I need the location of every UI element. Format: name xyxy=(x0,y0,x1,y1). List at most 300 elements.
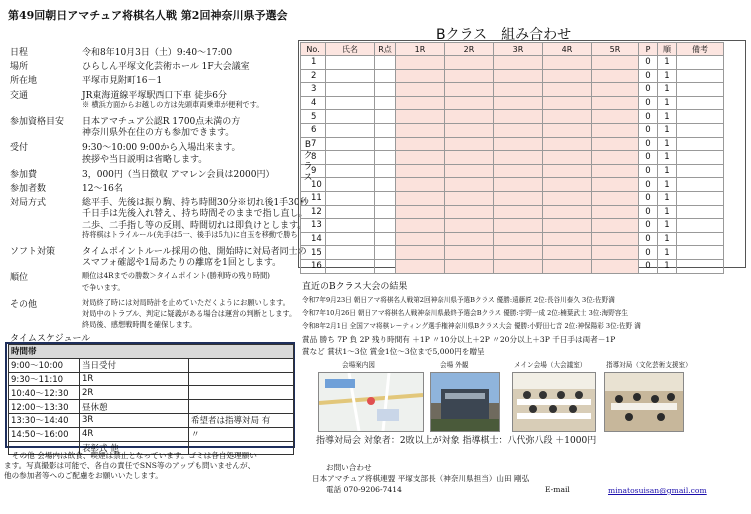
bracket-side-char: B xyxy=(304,140,312,150)
bracket-row xyxy=(301,219,724,233)
info-value: 神奈川県外在住の方も参加できます。 xyxy=(82,128,235,139)
bracket-points: 0 xyxy=(639,137,658,151)
bracket-row xyxy=(301,151,724,165)
bracket-no: 8 xyxy=(301,151,326,165)
info-value: 持将棋はトライルール(先手は5一、後手は5九)に自玉を移動で勝ち xyxy=(82,229,298,239)
bracket-result-cell xyxy=(592,219,639,233)
bracket-result-cell xyxy=(592,69,639,83)
schedule-note: 〃 xyxy=(189,427,294,441)
bracket-cell xyxy=(375,246,396,260)
schedule-event: 1R xyxy=(80,372,189,386)
bracket-points: 0 xyxy=(639,259,658,273)
bracket-cell xyxy=(677,123,724,137)
bracket-title: Bクラス 組み合わせ xyxy=(436,27,572,43)
bracket-no: 2 xyxy=(301,69,326,83)
bracket-cell xyxy=(677,164,724,178)
bracket-result-cell xyxy=(494,205,543,219)
building-photo-icon xyxy=(431,373,499,431)
info-label: 日程 xyxy=(10,48,29,58)
venue-map-image xyxy=(318,372,424,432)
bracket-result-cell xyxy=(543,178,592,192)
bracket-rank: 1 xyxy=(658,178,677,192)
bracket-rank: 1 xyxy=(658,259,677,273)
bracket-cell xyxy=(375,191,396,205)
bracket-rank: 1 xyxy=(658,205,677,219)
schedule-time: 13:30～14:40 xyxy=(9,413,80,427)
bracket-side-char: ラ xyxy=(303,162,313,172)
photo-caption: 会場案内図 xyxy=(342,361,375,369)
bracket-no: 15 xyxy=(301,246,326,260)
bracket-cell xyxy=(326,246,375,260)
bracket-row xyxy=(301,137,724,151)
result-line: 令和7年9月23日 朝日アマ将棋名人戦第2回神奈川県予選Bクラス 優勝:遠藤匠 2位:長谷川泰久 3位:佐野満 xyxy=(302,296,615,304)
bracket-no: 13 xyxy=(301,219,326,233)
footnote-line: ます。写真撮影は可能で、各自の責任でSNS等のアップも問いませんが、 xyxy=(4,461,256,470)
bracket-result-cell xyxy=(445,164,494,178)
bracket-result-cell xyxy=(445,205,494,219)
bracket-rank: 1 xyxy=(658,110,677,124)
bracket-result-cell xyxy=(396,259,445,273)
info-label: 参加者数 xyxy=(10,184,47,194)
bracket-cell xyxy=(677,69,724,83)
info-label: 参加費 xyxy=(10,169,38,180)
bracket-header-cell: 4R xyxy=(543,43,592,56)
bracket-result-cell xyxy=(494,110,543,124)
bracket-side-char: ク xyxy=(303,151,313,161)
bracket-result-cell xyxy=(592,205,639,219)
bracket-result-cell xyxy=(396,56,445,70)
bracket-cell xyxy=(375,151,396,165)
bracket-result-cell xyxy=(445,137,494,151)
bracket-cell xyxy=(326,83,375,97)
bracket-result-cell xyxy=(494,137,543,151)
bracket-row xyxy=(301,123,724,137)
schedule-caption: タイムスケジュール xyxy=(10,334,91,344)
bracket-cell xyxy=(375,96,396,110)
bracket-cell xyxy=(326,151,375,165)
info-value: ひらしん平塚文化芸術ホール 1F大会議室 xyxy=(82,62,250,73)
info-label: 所在地 xyxy=(10,76,38,87)
bracket-row xyxy=(301,110,724,124)
bracket-row xyxy=(301,83,724,97)
bracket-result-cell xyxy=(494,246,543,260)
bracket-result-cell xyxy=(445,259,494,273)
bracket-cell xyxy=(326,96,375,110)
bracket-cell xyxy=(677,56,724,70)
schedule-time: 10:40～12:30 xyxy=(9,386,80,400)
bracket-result-cell xyxy=(445,96,494,110)
bracket-result-cell xyxy=(494,69,543,83)
bracket-points: 0 xyxy=(639,205,658,219)
bracket-header-cell: 3R xyxy=(494,43,543,56)
bracket-header-cell: R点 xyxy=(375,43,396,56)
bracket-result-cell xyxy=(445,56,494,70)
bracket-result-cell xyxy=(396,110,445,124)
bracket-rank: 1 xyxy=(658,96,677,110)
bracket-points: 0 xyxy=(639,69,658,83)
bracket-cell xyxy=(326,191,375,205)
info-label: 順位 xyxy=(10,273,29,284)
bracket-row xyxy=(301,164,724,178)
bracket-result-cell xyxy=(494,164,543,178)
hall-photo-icon xyxy=(513,373,595,431)
bracket-row xyxy=(301,178,724,192)
bracket-cell xyxy=(326,69,375,83)
bracket-result-cell xyxy=(543,56,592,70)
bracket-points: 0 xyxy=(639,83,658,97)
info-label: 交通 xyxy=(10,90,29,101)
bracket-result-cell xyxy=(592,123,639,137)
bracket-result-cell xyxy=(543,219,592,233)
bracket-result-cell xyxy=(592,151,639,165)
bracket-result-cell xyxy=(445,83,494,97)
contact-phone: 電話 070-9206-7414 xyxy=(326,485,402,494)
bracket-header-cell: 順 xyxy=(658,43,677,56)
bracket-result-cell xyxy=(445,246,494,260)
bracket-result-cell xyxy=(396,69,445,83)
info-value: 挨拶や当日説明は省略します。 xyxy=(82,154,208,165)
bracket-cell xyxy=(677,219,724,233)
info-value: 総平手、先後は振り駒、持ち時間30分※切れ後1手30秒 xyxy=(82,198,309,209)
bracket-row xyxy=(301,232,724,246)
bracket-cell xyxy=(677,137,724,151)
info-value: JR東海道線平塚駅西口下車 徒歩6分 xyxy=(82,90,227,101)
info-value: 令和8年10月3日（土）9:40～17:00 xyxy=(82,48,233,58)
schedule-event: 昼休憩 xyxy=(80,400,189,414)
results-heading: 直近のBクラス大会の結果 xyxy=(302,282,408,292)
info-value: 対局中のトラブル、判定に疑義がある場合は運営の判断とします。 xyxy=(82,309,297,318)
bracket-points: 0 xyxy=(639,123,658,137)
bracket-row xyxy=(301,56,724,70)
bracket-result-cell xyxy=(445,151,494,165)
schedule-note xyxy=(189,386,294,400)
bracket-no: 3 xyxy=(301,83,326,97)
bracket-rank: 1 xyxy=(658,219,677,233)
photo-caption: メイン会場（大会議室） xyxy=(514,361,587,369)
bracket-result-cell xyxy=(543,96,592,110)
bracket-result-cell xyxy=(543,246,592,260)
info-label: 場所 xyxy=(10,62,29,73)
bracket-result-cell xyxy=(592,259,639,273)
schedule-time: 12:00～13:30 xyxy=(9,400,80,414)
schedule-table xyxy=(8,344,294,455)
teaching-photo-icon xyxy=(605,373,683,431)
bracket-result-cell xyxy=(592,137,639,151)
schedule-row xyxy=(9,413,294,427)
bracket-cell xyxy=(326,137,375,151)
bracket-cell xyxy=(375,232,396,246)
bracket-result-cell xyxy=(445,123,494,137)
bracket-no: 9 xyxy=(301,164,326,178)
bracket-cell xyxy=(326,164,375,178)
bracket-result-cell xyxy=(396,232,445,246)
bracket-cell xyxy=(375,110,396,124)
prize-awards: 賞など 賞状1～3位 賞金1位～3位まで5,000円を贈呈 xyxy=(302,347,485,356)
contact-heading: お問い合わせ xyxy=(326,463,372,472)
info-value: スマフォ確認や1局あたりの離席を1回とします。 xyxy=(82,258,282,269)
schedule-note xyxy=(189,372,294,386)
schedule-time: 9:00～10:00 xyxy=(9,358,80,372)
schedule-event: 表彰式 他 xyxy=(80,441,189,455)
bracket-result-cell xyxy=(396,191,445,205)
bracket-no: 16 xyxy=(301,259,326,273)
bracket-result-cell xyxy=(494,219,543,233)
bracket-result-cell xyxy=(494,232,543,246)
bracket-result-cell xyxy=(543,232,592,246)
bracket-row xyxy=(301,69,724,83)
info-value: 対局終了時には対局時計を止めていただくようにお願いします。 xyxy=(82,297,290,307)
bracket-cell xyxy=(375,83,396,97)
bracket-cell xyxy=(677,205,724,219)
bracket-cell xyxy=(375,164,396,178)
bracket-header-cell: 氏名 xyxy=(326,43,375,56)
bracket-header-cell: P xyxy=(639,43,658,56)
bracket-cell xyxy=(326,259,375,273)
info-label: ソフト対策 xyxy=(10,247,56,257)
bracket-result-cell xyxy=(396,123,445,137)
bracket-cell xyxy=(677,151,724,165)
result-line: 令和7年10月26日 朝日アマ将棋名人戦神奈川県最終予選会Bクラス 優勝:宇野一成 2位:楠葉武士 3位:海野容生 xyxy=(302,309,628,317)
info-value: 9:30～10:00 9:00から入場出来ます。 xyxy=(82,143,241,154)
bracket-cell xyxy=(326,232,375,246)
bracket-cell xyxy=(375,69,396,83)
bracket-result-cell xyxy=(543,137,592,151)
bracket-points: 0 xyxy=(639,178,658,192)
bracket-header-cell: 備考 xyxy=(677,43,724,56)
bracket-result-cell xyxy=(592,110,639,124)
prize-points: 賞品 勝ち 7P 負 2P 残り時間有 ＋1P 〃10分以上＋2P 〃20分以上＋3P 千日手は両者－1P xyxy=(302,335,616,344)
bracket-no: 5 xyxy=(301,110,326,124)
bracket-cell xyxy=(326,219,375,233)
bracket-result-cell xyxy=(592,178,639,192)
bracket-row xyxy=(301,259,724,273)
info-value: 二歩、二手指し等の反則、時間切れは即負けとします。 xyxy=(82,220,307,231)
schedule-header: 時間帯 xyxy=(9,345,294,359)
bracket-result-cell xyxy=(592,56,639,70)
bracket-points: 0 xyxy=(639,164,658,178)
bracket-no: 12 xyxy=(301,205,326,219)
bracket-row xyxy=(301,191,724,205)
bracket-result-cell xyxy=(396,164,445,178)
bracket-no: 1 xyxy=(301,56,326,70)
bracket-result-cell xyxy=(592,83,639,97)
bracket-points: 0 xyxy=(639,232,658,246)
bracket-result-cell xyxy=(494,56,543,70)
result-line: 令和8年2月1日 全国アマ将棋レーティング選手権神奈川県Bクラス大会 優勝:小野田七音 2位:神保陽彩 3位:佐野 満 xyxy=(302,322,641,330)
bracket-rank: 1 xyxy=(658,151,677,165)
footnote-line: 他の参加者等へのご配慮をお願いいたします。 xyxy=(4,471,163,480)
schedule-event: 2R xyxy=(80,386,189,400)
bracket-result-cell xyxy=(445,191,494,205)
contact-org: 日本アマチュア将棋連盟 平塚支部長（神奈川県担当）山田 剛弘 xyxy=(312,474,530,483)
bracket-cell xyxy=(677,191,724,205)
bracket-result-cell xyxy=(494,96,543,110)
bracket-result-cell xyxy=(494,178,543,192)
bracket-points: 0 xyxy=(639,219,658,233)
bracket-no: 10 xyxy=(301,178,326,192)
bracket-result-cell xyxy=(543,123,592,137)
schedule-event: 当日受付 xyxy=(80,358,189,372)
contact-email-link[interactable]: minatosuisan@gmail.com xyxy=(608,486,707,495)
bracket-cell xyxy=(677,83,724,97)
schedule-row xyxy=(9,400,294,414)
bracket-no: 7 xyxy=(301,137,326,151)
bracket-result-cell xyxy=(592,191,639,205)
bracket-side-char: ス xyxy=(303,173,313,183)
bracket-result-cell xyxy=(445,219,494,233)
info-label: 参加資格目安 xyxy=(10,117,65,127)
bracket-cell xyxy=(375,219,396,233)
info-label: 受付 xyxy=(10,143,29,154)
info-value: 日本アマチュア公認R 1700点未満の方 xyxy=(82,117,241,127)
bracket-cell xyxy=(326,123,375,137)
bracket-result-cell xyxy=(445,69,494,83)
info-value: ※ 横浜方面からお越しの方は先頭車両乗車が便利です。 xyxy=(82,99,264,109)
bracket-cell xyxy=(326,178,375,192)
bracket-points: 0 xyxy=(639,246,658,260)
bracket-rank: 1 xyxy=(658,164,677,178)
bracket-rank: 1 xyxy=(658,83,677,97)
bracket-cell xyxy=(677,259,724,273)
schedule-row xyxy=(9,386,294,400)
bracket-result-cell xyxy=(543,205,592,219)
teaching-session: 指導対局会 対象者：2敗以上が対象 指導棋士：八代弥八段 ＋1000円 xyxy=(316,436,597,446)
info-value: 順位は4Rまでの勝数＞タイムポイント(勝利時の残り時間) xyxy=(82,271,270,281)
photo-caption: 指導対局（文化芸術支援室） xyxy=(606,361,692,369)
bracket-cell xyxy=(375,178,396,192)
bracket-cell xyxy=(326,56,375,70)
bracket-result-cell xyxy=(592,96,639,110)
bracket-header-cell: 5R xyxy=(592,43,639,56)
bracket-result-cell xyxy=(396,205,445,219)
bracket-row xyxy=(301,246,724,260)
teaching-room-image xyxy=(604,372,684,432)
schedule-row xyxy=(9,427,294,441)
info-label: 対局方式 xyxy=(10,198,47,209)
info-value: タイムポイントルール採用の他、開始時に対局者同士の xyxy=(82,247,307,257)
schedule-event: 3R xyxy=(80,413,189,427)
photo-caption: 会場 外観 xyxy=(440,361,469,369)
bracket-cell xyxy=(375,259,396,273)
bracket-result-cell xyxy=(543,259,592,273)
bracket-result-cell xyxy=(592,232,639,246)
bracket-row xyxy=(301,205,724,219)
bracket-points: 0 xyxy=(639,191,658,205)
schedule-note: 希望者は指導対局 有 xyxy=(189,413,294,427)
bracket-points: 0 xyxy=(639,96,658,110)
info-value: で争います。 xyxy=(82,282,125,292)
bracket-result-cell xyxy=(494,259,543,273)
bracket-cell xyxy=(375,205,396,219)
bracket-result-cell xyxy=(396,246,445,260)
main-hall-image xyxy=(512,372,596,432)
schedule-event: 4R xyxy=(80,427,189,441)
schedule-note xyxy=(189,358,294,372)
schedule-row xyxy=(9,372,294,386)
bracket-result-cell xyxy=(445,110,494,124)
bracket-points: 0 xyxy=(639,110,658,124)
bracket-result-cell xyxy=(494,83,543,97)
bracket-result-cell xyxy=(396,219,445,233)
bracket-points: 0 xyxy=(639,56,658,70)
bracket-result-cell xyxy=(494,191,543,205)
info-value: 平塚市見附町16－1 xyxy=(82,76,163,87)
info-value: 3，000円（当日徴収 アマレン会員は2000円） xyxy=(82,169,275,180)
schedule-row xyxy=(9,358,294,372)
bracket-no: 4 xyxy=(301,96,326,110)
bracket-result-cell xyxy=(445,232,494,246)
bracket-rank: 1 xyxy=(658,69,677,83)
bracket-result-cell xyxy=(543,191,592,205)
map-icon xyxy=(319,373,423,431)
bracket-header-cell: No. xyxy=(301,43,326,56)
bracket-rank: 1 xyxy=(658,137,677,151)
contact-email-label: E-mail xyxy=(545,485,570,494)
bracket-cell xyxy=(326,110,375,124)
bracket-cell xyxy=(326,205,375,219)
bracket-result-cell xyxy=(396,178,445,192)
bracket-result-cell xyxy=(592,164,639,178)
schedule-note xyxy=(189,400,294,414)
bracket-no: 6 xyxy=(301,123,326,137)
bracket-result-cell xyxy=(494,123,543,137)
bracket-result-cell xyxy=(592,246,639,260)
bracket-result-cell xyxy=(543,164,592,178)
bracket-table xyxy=(300,42,724,274)
bracket-rank: 1 xyxy=(658,56,677,70)
bracket-header-cell: 2R xyxy=(445,43,494,56)
bracket-result-cell xyxy=(396,96,445,110)
bracket-result-cell xyxy=(543,69,592,83)
bracket-cell xyxy=(677,232,724,246)
bracket-cell xyxy=(375,137,396,151)
bracket-result-cell xyxy=(543,83,592,97)
info-value: 12～16名 xyxy=(82,184,123,194)
info-value: 千日手は先後入れ替え、持ち時間そのままで指し直し。 xyxy=(82,209,308,220)
bracket-result-cell xyxy=(445,178,494,192)
bracket-rank: 1 xyxy=(658,246,677,260)
bracket-cell xyxy=(677,110,724,124)
info-label: その他 xyxy=(10,299,38,310)
bracket-cell xyxy=(677,246,724,260)
schedule-time: 9:30～11:10 xyxy=(9,372,80,386)
page-title: 第49回朝日アマチュア将棋名人戦 第2回神奈川県予選会 xyxy=(8,9,288,22)
bracket-result-cell xyxy=(494,151,543,165)
bracket-header-cell: 1R xyxy=(396,43,445,56)
bracket-result-cell xyxy=(543,110,592,124)
bracket-rank: 1 xyxy=(658,232,677,246)
bracket-result-cell xyxy=(396,83,445,97)
venue-exterior-image xyxy=(430,372,500,432)
bracket-side-label xyxy=(303,140,313,184)
schedule-time: 14:50～16:00 xyxy=(9,427,80,441)
bracket-cell xyxy=(677,178,724,192)
bracket-cell xyxy=(375,56,396,70)
footnote-line: その他 会場内は飲食、喫煙は禁止となっています。ゴミは各自処理願い xyxy=(12,451,257,460)
bracket-rank: 1 xyxy=(658,191,677,205)
bracket-cell xyxy=(375,123,396,137)
bracket-points: 0 xyxy=(639,151,658,165)
bracket-cell xyxy=(677,96,724,110)
bracket-no: 11 xyxy=(301,191,326,205)
bracket-result-cell xyxy=(396,137,445,151)
bracket-no: 14 xyxy=(301,232,326,246)
info-value: 終局後、感想戦時間を確保します。 xyxy=(82,320,197,330)
bracket-result-cell xyxy=(396,151,445,165)
bracket-rank: 1 xyxy=(658,123,677,137)
bracket-result-cell xyxy=(543,151,592,165)
bracket-row xyxy=(301,96,724,110)
